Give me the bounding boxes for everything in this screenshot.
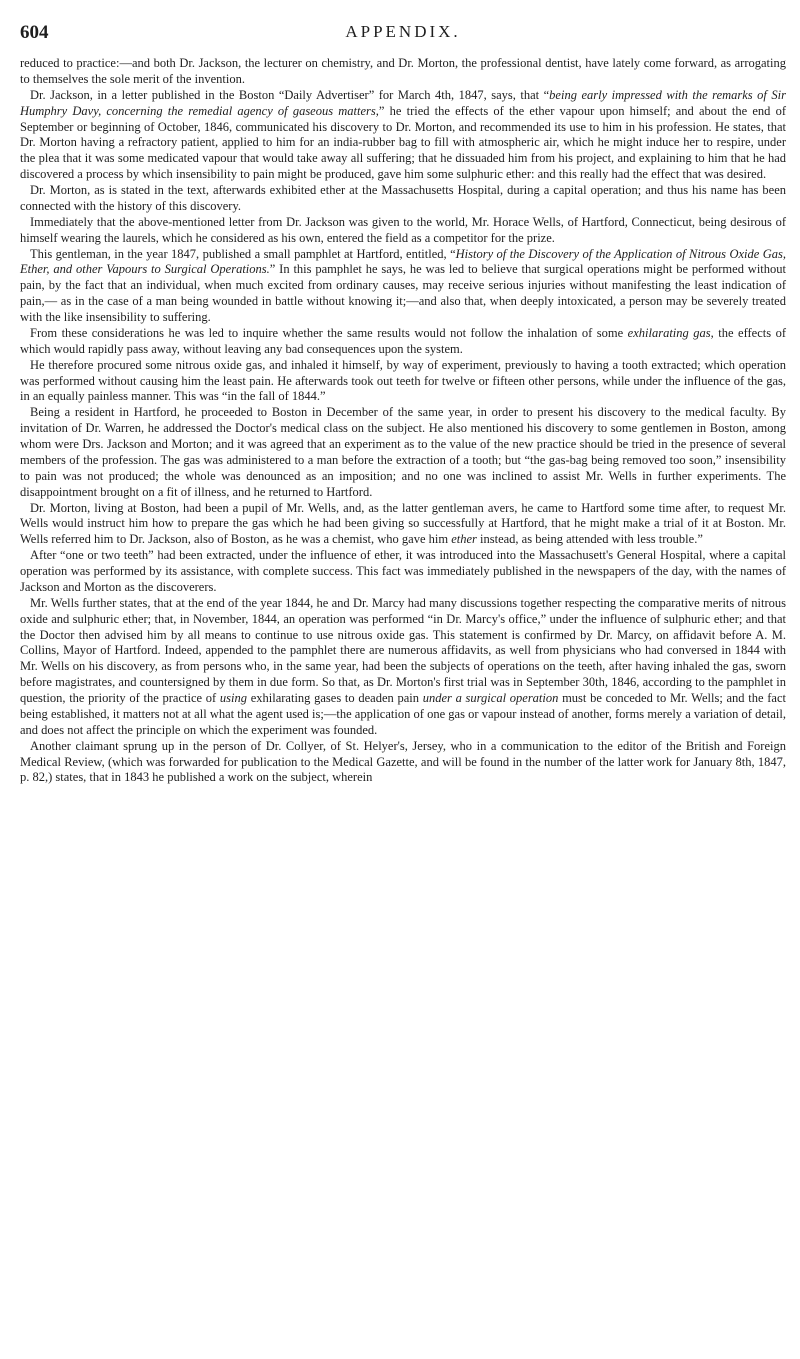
text-run: ” he tried the effects of the ether vapour upon himself; and about the end of September or beginning of October, 1846, communicated his discovery to Dr. Morton, and recommended its use to him in his profession. He states, that Dr. Morton having a refractory patient, applied to him for an india-rubber bag to fill with atmospheric air, which he might induce her to respire, under the plea that it was some medicated vapour that would take away all suffering; that he dissuaded him from his project, and explaining to him that he had discovered a process by which insensibility to pain might be produced, gave him some sulphuric ether: and this really had the effect that was desired.	[20, 103, 786, 182]
page-header	[20, 22, 786, 56]
text-run: Dr. Jackson, in a letter published in the Boston “Daily Advertiser” for March 4th, 1847, says, that “	[30, 87, 550, 102]
text-run: the effects of which would rapidly pass away, without leaving any bad consequences upon the system.	[20, 325, 786, 356]
paragraph	[20, 56, 786, 88]
text-run: From these considerations he was led to inquire whether the same results would not follow the inhalation of some	[30, 325, 628, 340]
text-run: Dr. Morton, living at Boston, had been a pupil of Mr. Wells, and, as the latter gentleman avers, he came to Hartford some time after, to request Mr. Wells would instruct him how to prepare the gas which he had been giving so successfully at Hartford, that he might make a trial of it at Boston. Mr. Wells referred him to Dr. Jackson, also of Boston, as he was a chemist, who gave him	[20, 500, 786, 547]
text-run: He therefore procured some nitrous oxide gas, and inhaled it himself, by way of experiment, previously to having a tooth extracted; which operation was performed without causing him the least pain. He afterwards took out teeth for twelve or fifteen other persons, while under the influence of the gas, in an equally painless manner. This was “in the fall of 1844.”	[20, 357, 786, 404]
running-head: APPENDIX.	[345, 22, 461, 41]
paragraph	[20, 548, 786, 596]
paragraph	[20, 247, 786, 326]
text-run: Another claimant sprung up in the person of Dr. Collyer, of St. Helyer's, Jersey, who in a communication to the editor of the British and Foreign Medical Review, (which was forwarded for publication to the Medical Gazette, and will be found in the number of the latter work for January 8th, 1847, p. 82,) states, that in 1843 he published a work on the subject, wherein	[20, 738, 786, 785]
italic-text: exhilarating gas,	[627, 325, 714, 340]
text-run: instead, as being attended with less trouble.”	[476, 532, 703, 547]
text-run: ” In this pamphlet he says, he was led to believe that surgical operations might be performed without pain, by the fact that an individual, when much excited from ordinary causes, may receive serious injuries without manifesting the least indication of pain,— as in the case of a man being wounded in battle without knowing it;—and also that, when deeply intoxicated, a person may be severely treated with the like insensibility to suffering.	[20, 262, 787, 324]
paragraph	[20, 215, 786, 247]
paragraph	[20, 739, 786, 787]
page-number: 604	[20, 22, 49, 43]
text-run: Dr. Morton, as is stated in the text, afterwards exhibited ether at the Massachusetts Hospital, during a capital operation; and thus his name has been connected with the history of this discovery.	[20, 183, 786, 213]
text-run: Mr. Wells further states, that at the end of the year 1844, he and Dr. Marcy had many discussions together respecting the comparative merits of nitrous oxide and sulphuric ether; that, in November, 1844, an operation was performed “in Dr. Marcy's office,” under the influence of sulphuric ether; and that the Doctor then advised him by all means to continue to use nitrous oxide gas. This statement is confirmed by Dr. Marcy, on affidavit before A. M. Collins, Mayor of Hartford. Indeed, appended to the pamphlet there are numerous affidavits, as well from physicians who had conversed in 1844 with Mr. Wells on his discovery, as from persons who, in the same year, had been the subjects of operations on the teeth, after having inhaled the gas, sworn before magistrates, and countersigned by them in due form. So that, as Dr. Morton's first trial was in September 30th, 1846, according to the pamphlet in question, the priority of the practice of	[20, 595, 786, 705]
paragraph	[20, 326, 786, 358]
text-run: After “one or two teeth” had been extracted, under the influence of ether, it was introduced into the Massachusett's General Hospital, where a capital operation was performed by its assistance, with complete success. This fact was immediately published in the newspapers of the day, with the names of Jackson and Morton as the discoverers.	[20, 548, 786, 594]
paragraph	[20, 88, 786, 183]
text-run: This gentleman, in the year 1847, published a small pamphlet at Hartford, entitled, “	[30, 246, 456, 261]
text-run: Immediately that the above-mentioned letter from Dr. Jackson was given to the world, Mr. Horace Wells, of Hartford, Connecticut, being desirous of himself wearing the laurels, which he considered as his own, entered the field as a competitor for the prize.	[20, 214, 786, 245]
text-run: reduced to practice:—and both Dr. Jackson, the lecturer on chemistry, and Dr. Morton, the professional dentist, have lately come forward, as arrogating to themselves the sole merit of the invention.	[20, 56, 786, 86]
italic-text: under a surgical operation	[422, 691, 559, 705]
paragraph	[20, 358, 786, 406]
text-run: must be conceded to Mr. Wells; and the fact being established, it matters not at all what the agent used is;—the application of one gas or vapour instead of another, forms merely a variation of detail, and does not affect the principle on which the experiment was founded.	[20, 691, 786, 737]
paragraph	[20, 596, 786, 739]
paragraph	[20, 405, 786, 500]
text-run: exhilarating gases to deaden pain	[247, 691, 423, 705]
italic-text: using	[219, 691, 247, 705]
italic-text: being early impressed with the remarks of Sir Humphry Davy, concerning the remedial agency of gaseous matters,	[20, 87, 786, 118]
italic-text: ether	[451, 532, 477, 547]
italic-text: History of the Discovery of the Application of Nitrous Oxide Gas, Ether, and other Vapours to Surgical Operations.	[20, 246, 786, 277]
text-run: Being a resident in Hartford, he proceeded to Boston in December of the same year, in order to present his discovery to the medical faculty. By invitation of Dr. Warren, he addressed the Doctor's medical class on the subject. He also mentioned his discovery to some gentlemen in Boston, among whom were Drs. Jackson and Morton; and it was agreed that an experiment as to the value of the new practice should be tried in the presence of several members of the profession. The gas was administered to a man before the extraction of a tooth; but “the gas-bag being removed too soon,” insensibility to pain was not produced; the whole was denounced as an imposition; and no one was inclined to assist Mr. Wells in further experiments. The disappointment brought on a fit of illness, and he returned to Hartford.	[20, 405, 786, 499]
paragraph	[20, 183, 786, 215]
paragraph	[20, 501, 786, 549]
body-text	[20, 56, 786, 786]
